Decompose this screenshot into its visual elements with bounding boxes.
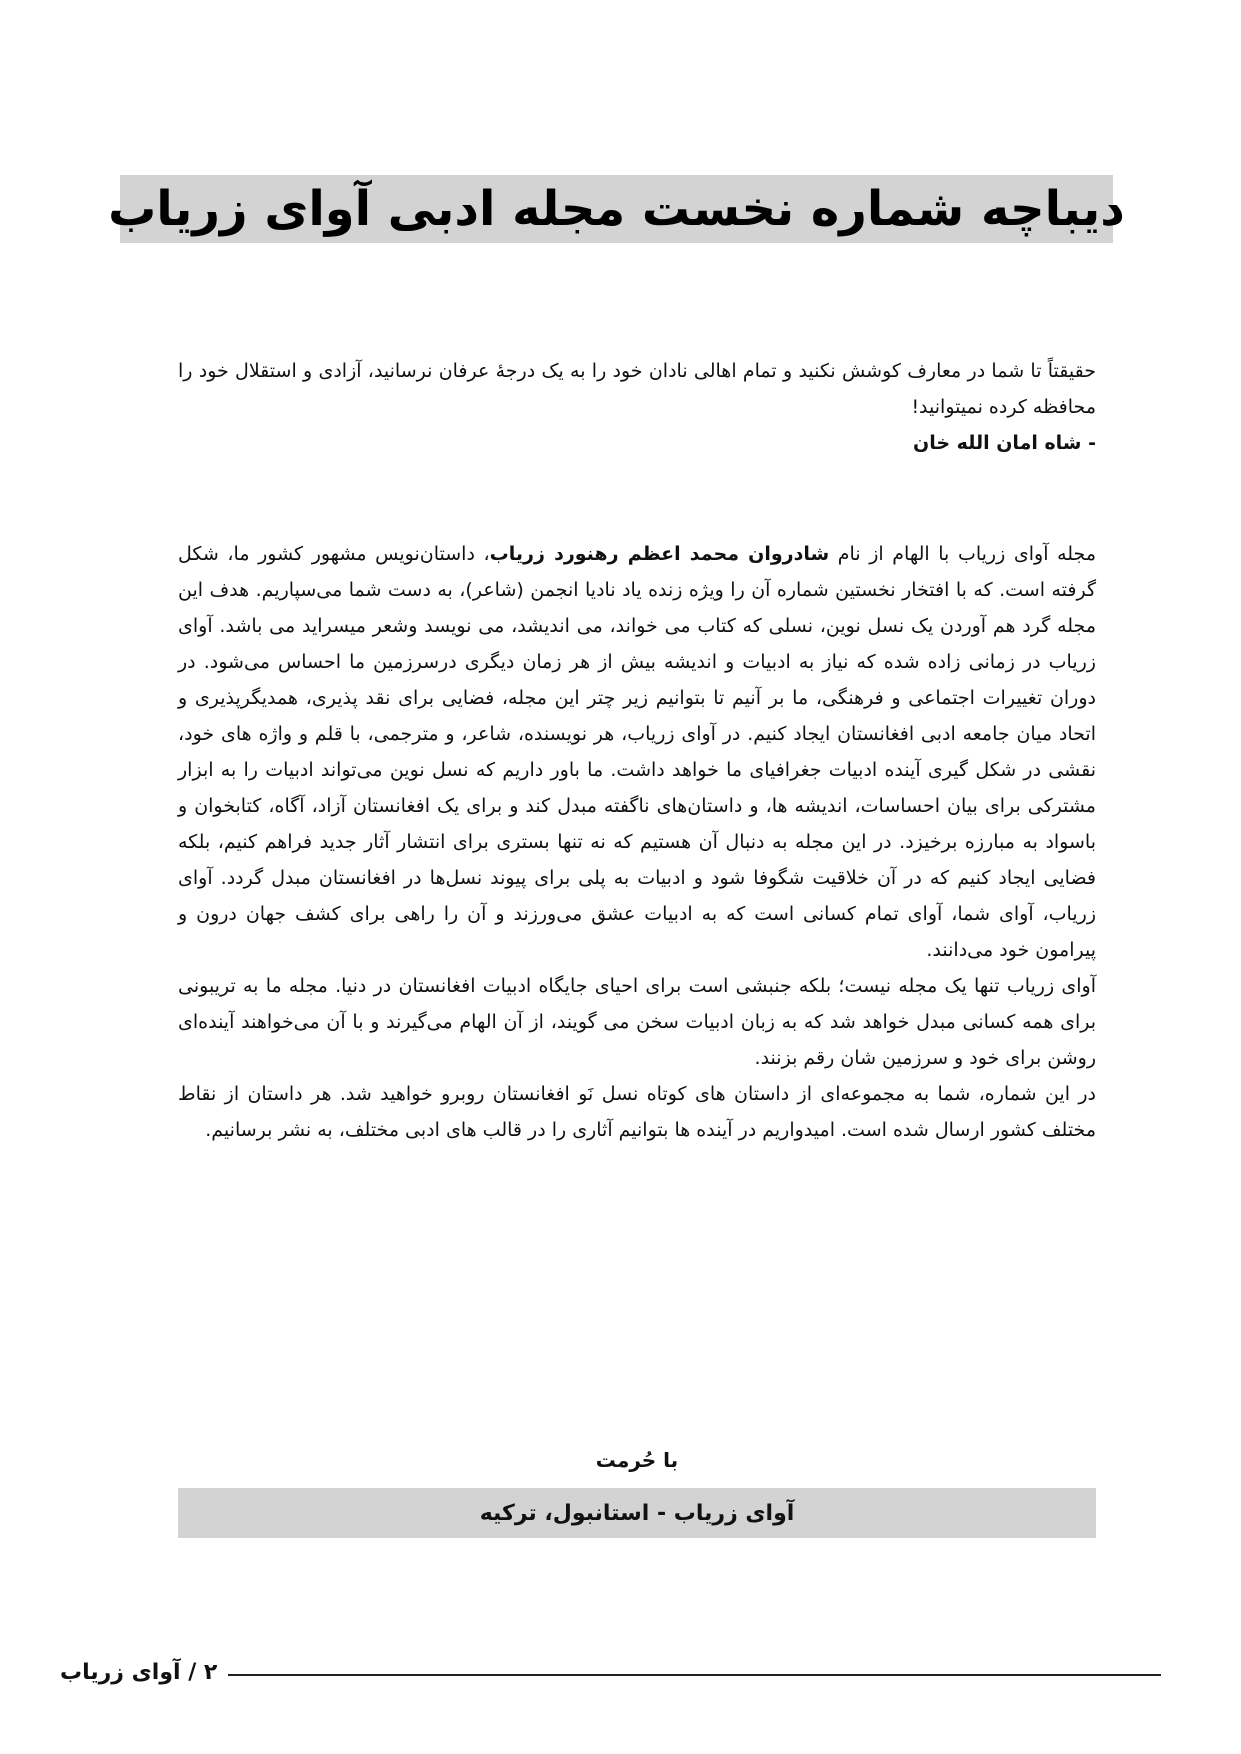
epigraph-quote [178,353,1096,461]
title-banner [108,175,1125,243]
signature-banner [178,1488,1096,1538]
quote-text: حقیقتاً تا شما در معارف کوشش نکنید و تمام اهالی نادان خود را به یک درجهٔ عرفان نرسانید، آزادی و استقلال خود را محافظه کرده نمیتوانید! [178,360,1096,418]
footer-rule [228,1674,1161,1676]
paragraph-1 [178,536,1096,968]
quote-author: - شاه امان الله خان [913,432,1096,454]
paragraph-3: در این شماره، شما به مجموعه‌ای از داستان های کوتاه نسل نَو افغانستان روبرو خواهید شد. هر داستان از نقاط مختلف کشور ارسال شده است. امیدواریم در آینده ها بتوانیم آثاری را در قالب های ادبی مختلف، به نشر برسانیم. [178,1083,1096,1141]
closing-regards: با حُرمت [595,1448,679,1472]
footer-page-label: ۲ / آوای زریاب [60,1660,218,1685]
signature-text: آوای زریاب - استانبول، ترکیه [479,1500,795,1526]
paragraph-1-rest: ، داستان‌نویس مشهور کشور ما، شکل گرفته است. که با افتخار نخستین شماره آن را ویژه زنده یاد نادیا انجمن (شاعر)، به دست شما می‌سپاریم. هدف این مجله گرد هم آوردن یک نسل نوین، نسلی که کتاب می خواند، می اندیشد، می نویسد وشعر میسراید می باشد. آوای زریاب در زمانی زاده شده که نیاز به ادبیات و اندیشه بیش از هر زمان دیگری درسرزمین ما احساس می‌شود. در دوران تغییرات اجتماعی و فرهنگی، ما بر آنیم تا بتوانیم زیر چتر این مجله، فضایی برای نقد پذیری، همدیگرپذیری و اتحاد میان جامعه ادبی افغانستان ایجاد کنیم. در آوای زریاب، هر نویسنده، شاعر، و مترجمی، با قلم و واژه های خود، نقشی در شکل گیری آینده ادبیات جغرافیای ما خواهد داشت. ما باور داریم که نسل نوین می‌تواند ادبیات را به ابزار مشترکی برای بیان احساسات، اندیشه ها، و داستان‌های ناگفته مبدل کند و برای یک افغانستان آزاد، آگاه، کتابخوان و باسواد به مبارزه برخیزد. در این مجله به دنبال آن هستیم که نه تنها بستری برای انتشار آثار جدید فراهم کنیم، بلکه فضایی ایجاد کنیم که در آن خلاقیت شگوفا شود و ادبیات به پلی برای پیوند نسل‌ها در افغانستان مبدل گردد. آوای زریاب، آوای شما، آوای تمام کسانی است که به ادبیات عشق می‌ورزند و آن را راهی برای کشف جهان درون و پیرامون خود می‌دانند. [178,543,1096,961]
article-body [178,536,1096,1148]
paragraph-1-start: مجله آوای زریاب با الهام از نام [829,543,1096,565]
page-title: دیباچه شماره نخست مجله ادبی آوای زریاب [108,181,1125,237]
paragraph-2: آوای زریاب تنها یک مجله نیست؛ بلکه جنبشی است برای احیای جایگاه ادبیات افغانستان در دنیا. مجله ما به تریبونی برای همه کسانی مبدل خواهد شد که به زبان ادبیات سخن می گویند، از آن الهام می‌گیرند و با آن می‌خواهند آینده‌ای روشن برای خود و سرزمین شان رقم بزنند. [178,975,1096,1069]
paragraph-1-highlight: شادروان محمد اعظم رهنورد زریاب [489,543,830,565]
